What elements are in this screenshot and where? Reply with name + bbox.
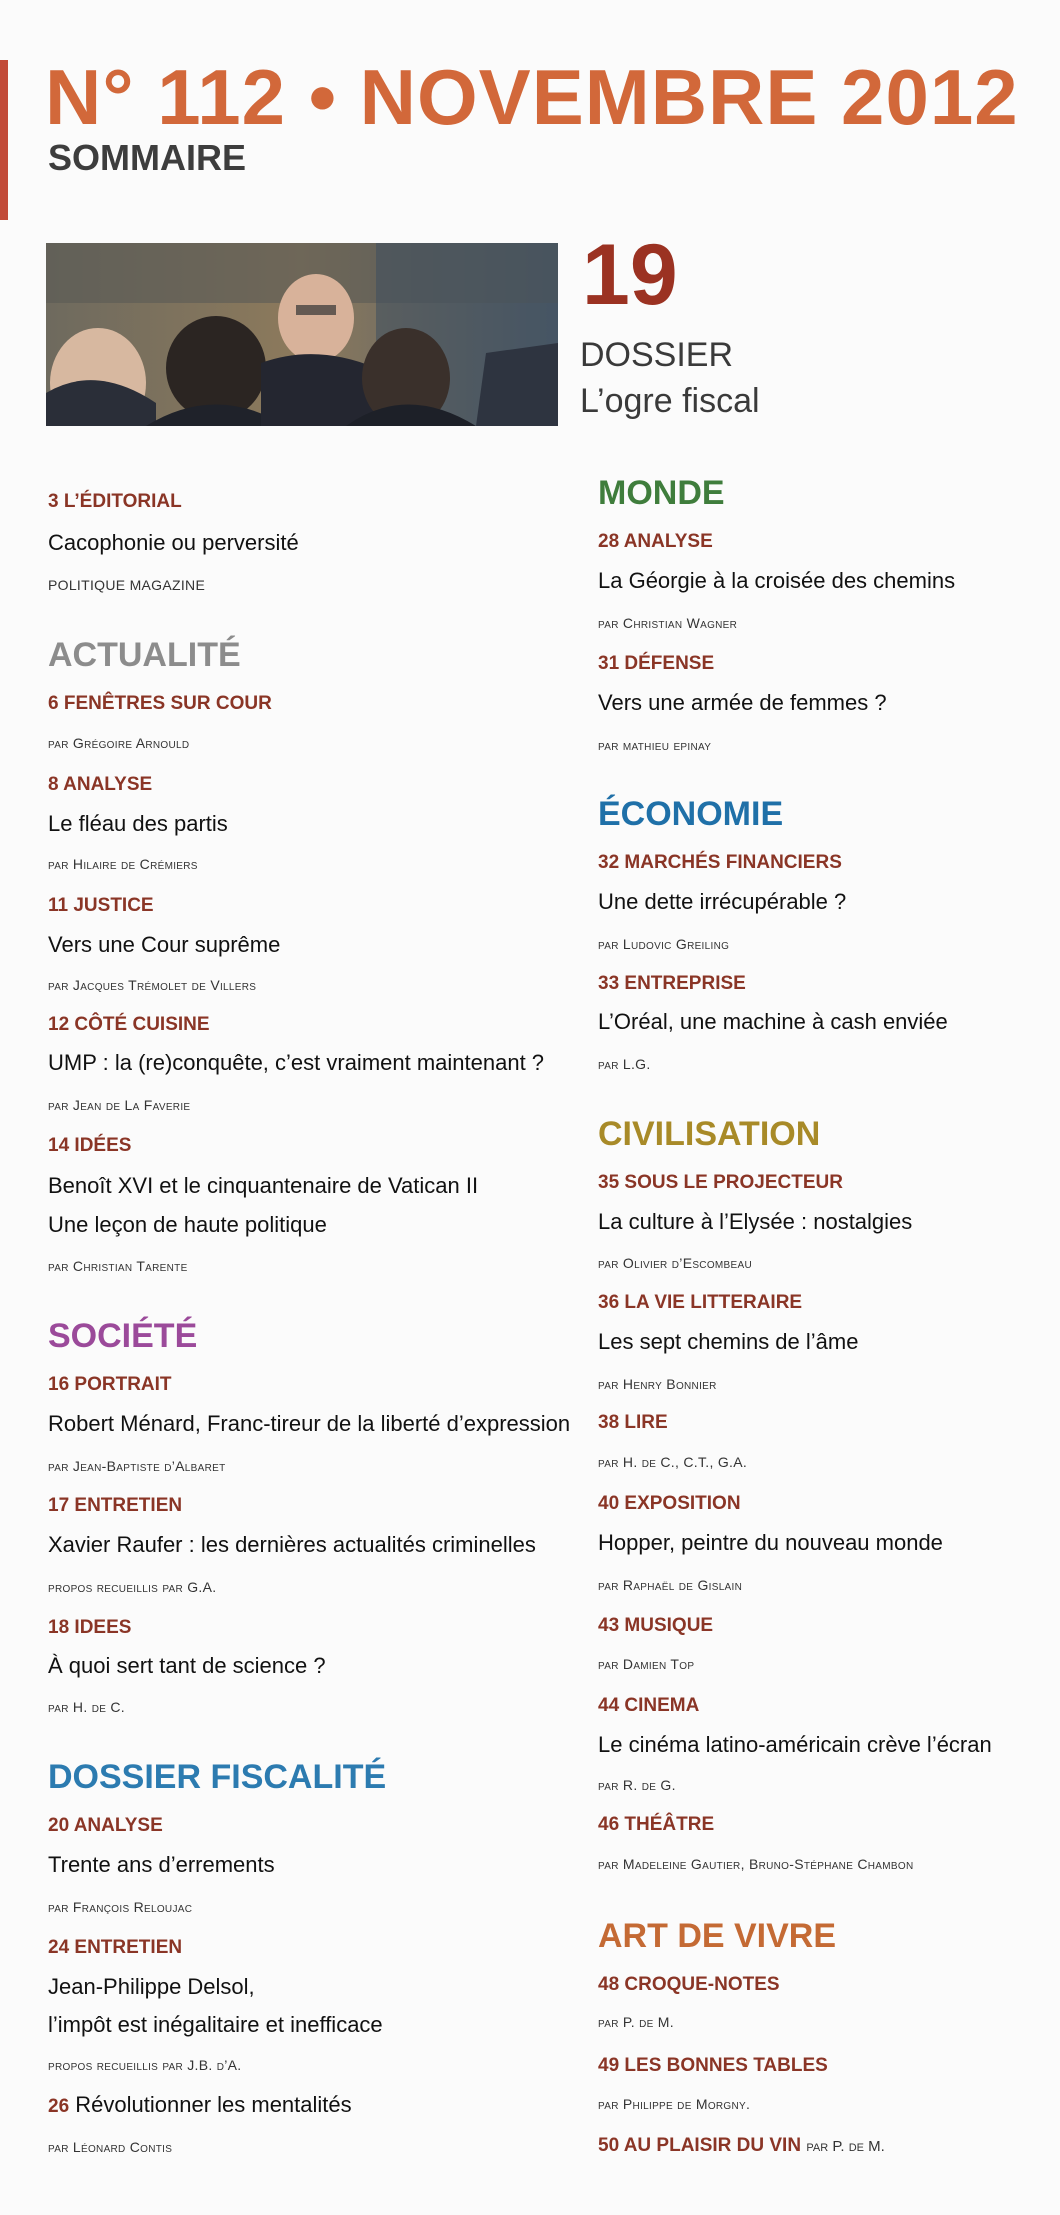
toc-byline: par Christian Tarente [48, 1258, 188, 1274]
toc-kicker: 26 [48, 2096, 70, 2117]
toc-byline: par R. de G. [598, 1777, 676, 1793]
toc-byline: par Léonard Contis [48, 2139, 173, 2155]
toc-title: Révolutionner les mentalités [75, 2092, 352, 2117]
toc-title: Hopper, peintre du nouveau monde [598, 1530, 943, 1555]
toc-title: Benoît XVI et le cinquantenaire de Vatican II [48, 1173, 479, 1198]
toc-kicker: 18 IDEES [48, 1617, 132, 1638]
issue-title: N° 112 • NOVEMBRE 2012 [45, 53, 1019, 141]
toc-byline: par Christian Wagner [598, 615, 738, 631]
toc-kicker: 16 PORTRAIT [48, 1374, 172, 1395]
toc-byline: par H. de C., C.T., G.A. [598, 1454, 748, 1470]
toc-byline: propos recueillis par J.B. d’A. [48, 2057, 242, 2073]
section-heading-art-de-vivre: ART DE VIVRE [598, 1917, 837, 1955]
toc-kicker: 14 IDÉES [48, 1135, 132, 1156]
toc-kicker: 6 FENÊTRES SUR COUR [48, 693, 272, 714]
toc-byline: par P. de M. [806, 2138, 885, 2155]
toc-byline: propos recueillis par G.A. [48, 1579, 217, 1595]
toc-title: Trente ans d’errements [48, 1852, 275, 1877]
dossier-title: L’ogre fiscal [580, 382, 760, 420]
toc-kicker: 32 MARCHÉS FINANCIERS [598, 852, 842, 873]
toc-kicker: 33 ENTREPRISE [598, 973, 746, 994]
toc-kicker: 3 L’ÉDITORIAL [48, 491, 182, 512]
toc-title: Vers une armée de femmes ? [598, 690, 887, 715]
toc-byline: par Philippe de Morgny. [598, 2096, 751, 2112]
toc-title: Une leçon de haute politique [48, 1212, 327, 1237]
toc-entry [598, 2136, 885, 2155]
toc-byline: par Jean-Baptiste d’Albaret [48, 1458, 226, 1474]
dossier-page-number: 19 [582, 227, 678, 323]
toc-kicker: 49 LES BONNES TABLES [598, 2055, 828, 2076]
toc-kicker: 17 ENTRETIEN [48, 1495, 183, 1516]
toc-kicker: 46 THÉÂTRE [598, 1814, 715, 1835]
toc-kicker: 24 ENTRETIEN [48, 1937, 183, 1958]
toc-title: UMP : la (re)conquête, c’est vraiment maintenant ? [48, 1050, 545, 1075]
toc-byline: par L.G. [598, 1056, 651, 1072]
toc-title: La Géorgie à la croisée des chemins [598, 568, 956, 593]
toc-title: Vers une Cour suprême [48, 932, 281, 957]
section-heading-dossier-fiscalite: DOSSIER FISCALITÉ [48, 1758, 387, 1796]
section-heading-economie: ÉCONOMIE [598, 795, 784, 833]
toc-byline: par P. de M. [598, 2014, 674, 2030]
dossier-label: DOSSIER [580, 336, 734, 374]
toc-kicker: 35 SOUS LE PROJECTEUR [598, 1172, 843, 1193]
toc-byline: par François Reloujac [48, 1899, 193, 1915]
toc-kicker: 28 ANALYSE [598, 531, 713, 552]
toc-kicker: 31 DÉFENSE [598, 653, 715, 674]
section-heading-civilisation: CIVILISATION [598, 1115, 821, 1153]
toc-title: Une dette irrécupérable ? [598, 889, 847, 914]
toc-title: La culture à l’Elysée : nostalgies [598, 1209, 913, 1234]
toc-byline: par Jacques Trémolet de Villers [48, 977, 257, 993]
toc-kicker: 44 CINEMA [598, 1695, 700, 1716]
toc-byline: par Henry Bonnier [598, 1376, 717, 1392]
red-edge-bar [0, 60, 8, 220]
toc-title: Cacophonie ou perversité [48, 530, 299, 555]
section-heading-monde: MONDE [598, 474, 725, 512]
toc-title: l’impôt est inégalitaire et inefficace [48, 2012, 383, 2037]
toc-byline: par mathieu epinay [598, 737, 712, 753]
dossier-photo [46, 243, 558, 426]
toc-byline: par Olivier d’Escombeau [598, 1255, 752, 1271]
toc-title: Xavier Raufer : les dernières actualités criminelles [48, 1532, 536, 1557]
toc-title: Les sept chemins de l’âme [598, 1329, 859, 1354]
toc-byline: par Hilaire de Crémiers [48, 856, 198, 872]
toc-title: À quoi sert tant de science ? [48, 1653, 326, 1678]
toc-kicker: 38 LIRE [598, 1412, 668, 1433]
toc-byline: par Madeleine Gautier, Bruno-Stéphane Chambon [598, 1856, 914, 1872]
toc-kicker: 12 CÔTÉ CUISINE [48, 1014, 210, 1035]
toc-kicker: 48 CROQUE-NOTES [598, 1974, 780, 1995]
toc-byline: par H. de C. [48, 1699, 125, 1715]
toc-byline: par Damien Top [598, 1656, 695, 1672]
toc-byline: par Ludovic Greiling [598, 936, 730, 952]
toc-byline: POLITIQUE MAGAZINE [48, 577, 206, 593]
toc-byline: par Raphaël de Gislain [598, 1577, 743, 1593]
toc-byline: par Grégoire Arnould [48, 735, 190, 751]
sommaire-label: SOMMAIRE [48, 137, 246, 178]
toc-kicker: 8 ANALYSE [48, 774, 153, 795]
toc-title: Le cinéma latino-américain crève l’écran [598, 1732, 992, 1757]
toc-entry [48, 2094, 352, 2116]
toc-title: Robert Ménard, Franc-tireur de la liberté d’expression [48, 1411, 571, 1436]
toc-kicker: 36 LA VIE LITTERAIRE [598, 1292, 803, 1313]
toc-byline: par Jean de La Faverie [48, 1097, 191, 1113]
section-heading-actualite: ACTUALITÉ [48, 636, 241, 674]
toc-kicker: 50 AU PLAISIR DU VIN [598, 2135, 802, 2156]
toc-kicker: 20 ANALYSE [48, 1815, 163, 1836]
toc-kicker: 43 MUSIQUE [598, 1615, 714, 1636]
toc-kicker: 40 EXPOSITION [598, 1493, 741, 1514]
toc-title: Le fléau des partis [48, 811, 228, 836]
toc-title: L’Oréal, une machine à cash enviée [598, 1009, 948, 1034]
section-heading-societe: SOCIÉTÉ [48, 1317, 198, 1355]
toc-kicker: 11 JUSTICE [48, 895, 154, 916]
toc-title: Jean-Philippe Delsol, [48, 1974, 255, 1999]
